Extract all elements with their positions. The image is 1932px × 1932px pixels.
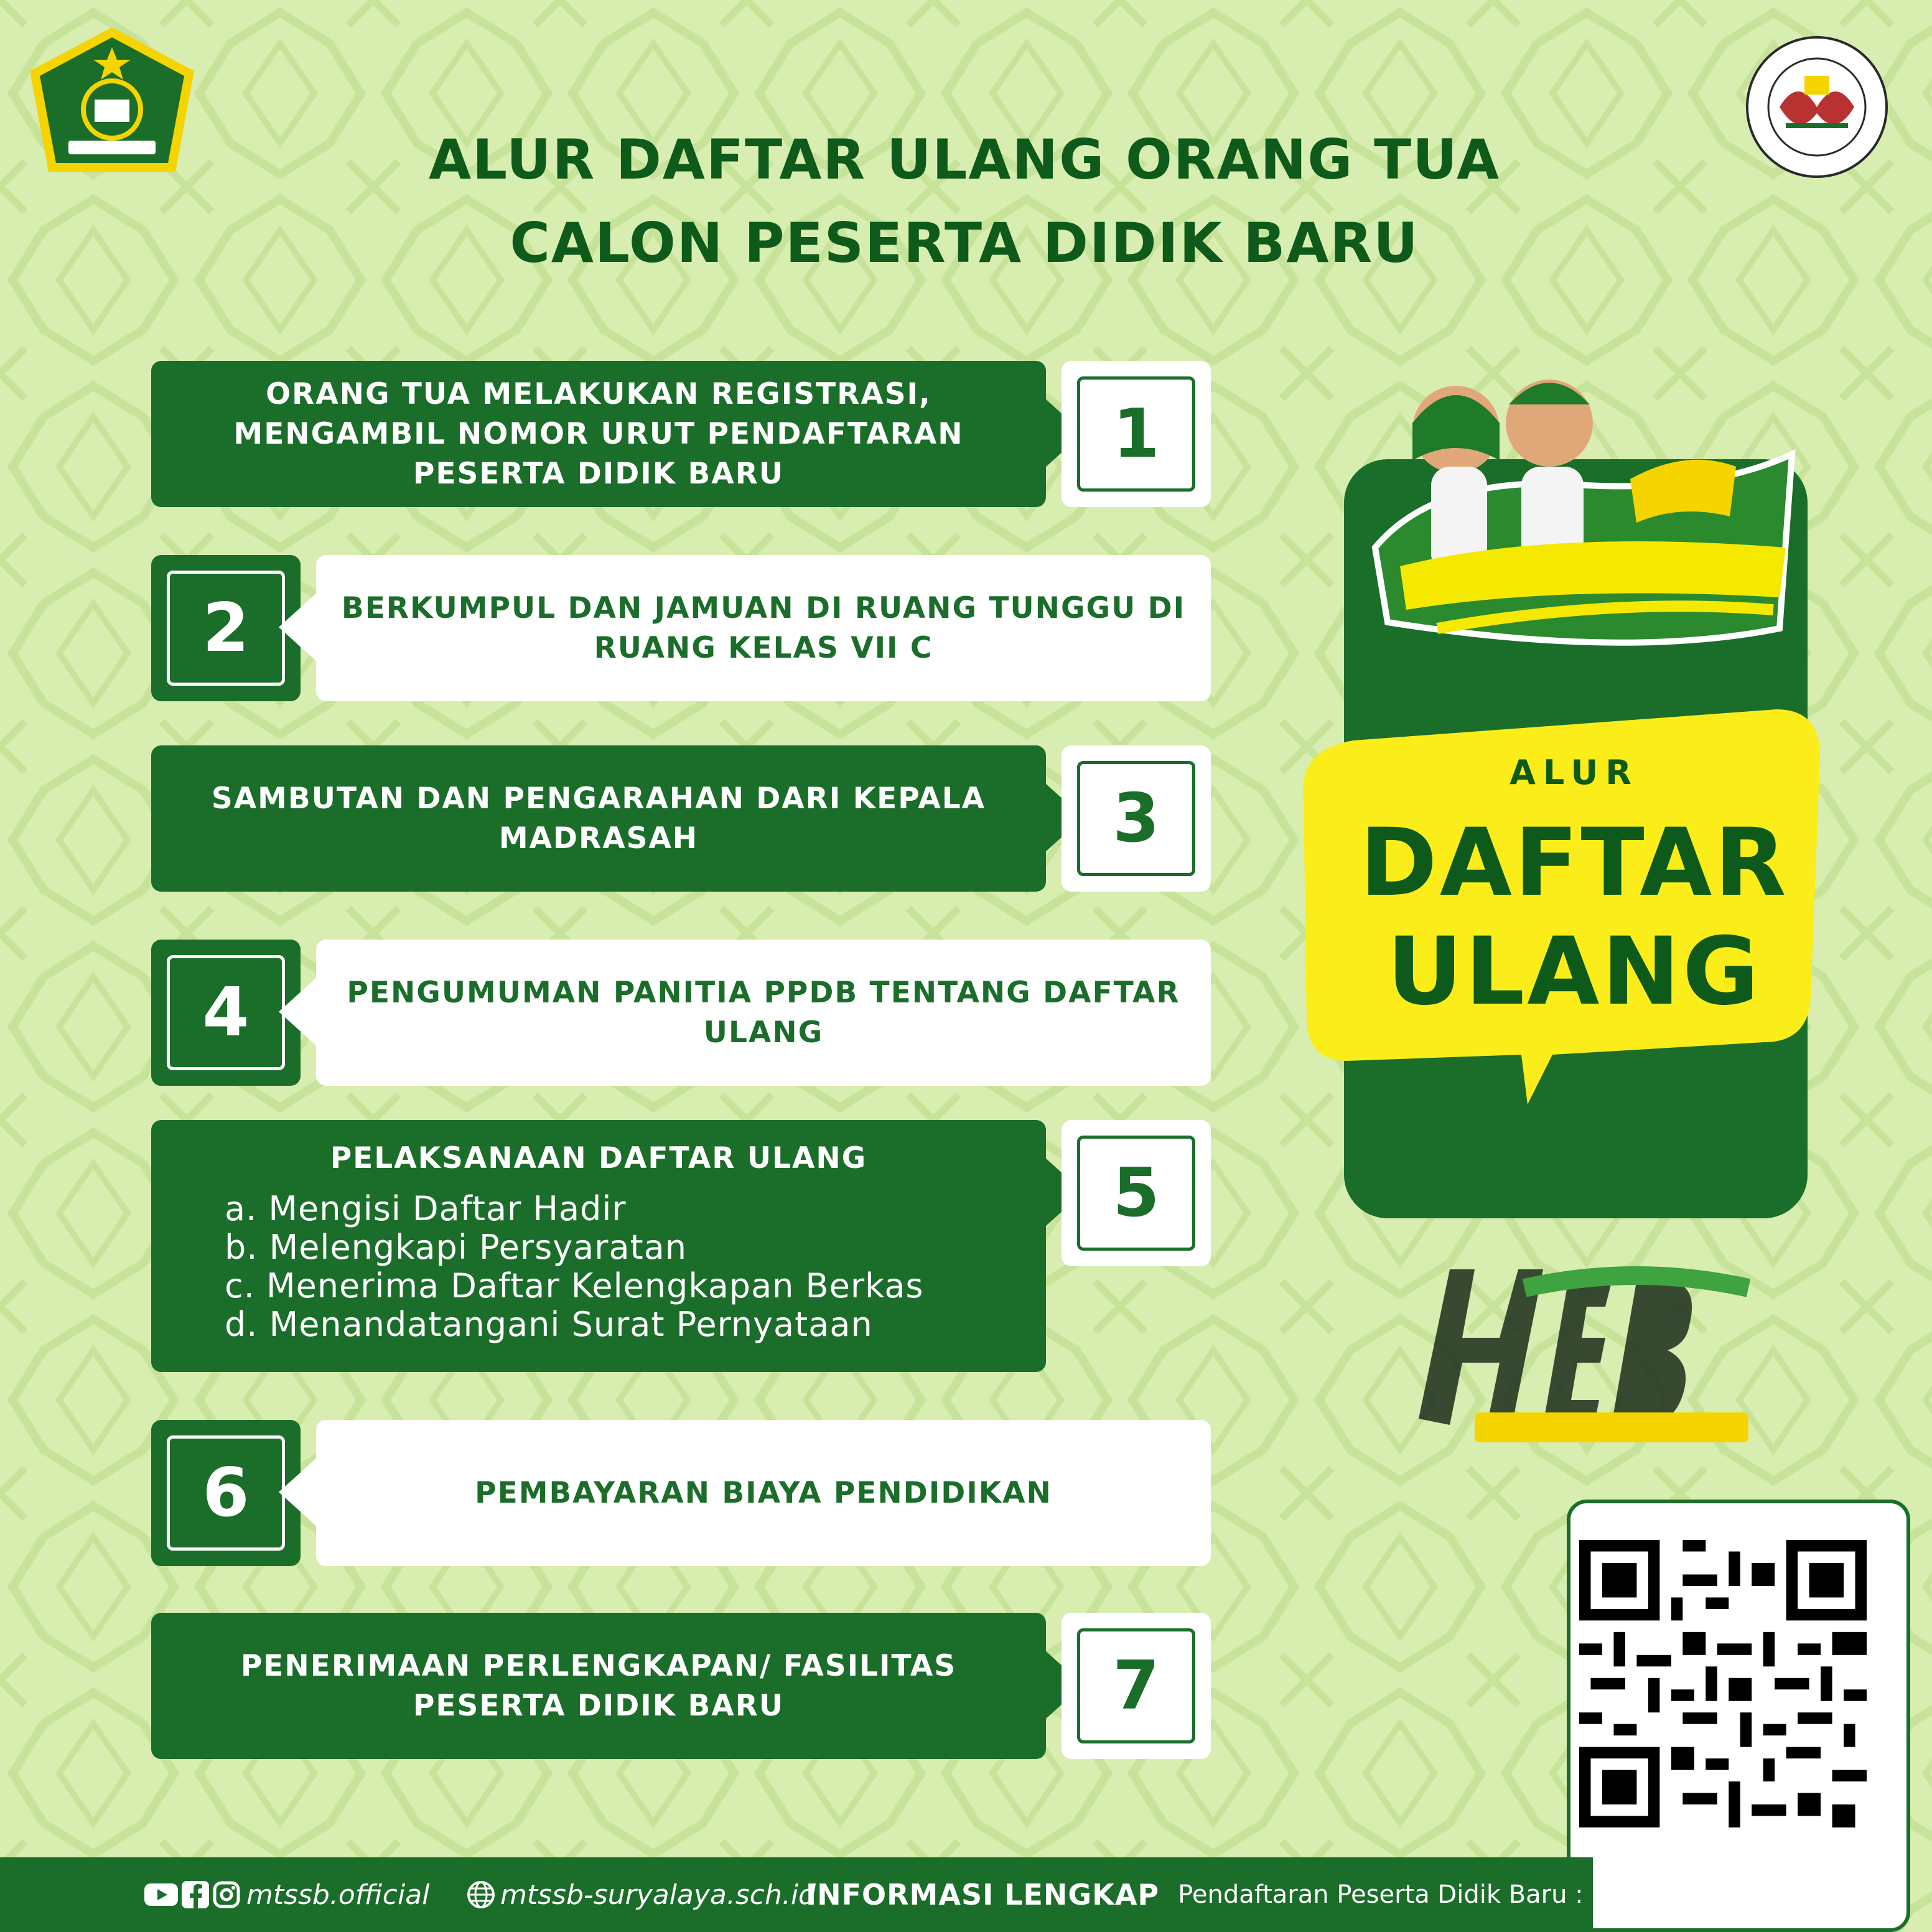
- qr-code[interactable]: [1579, 1540, 1867, 1827]
- step-3: [151, 745, 1211, 892]
- step-1-bar: [151, 361, 1046, 507]
- step-2-arrow: [279, 592, 317, 662]
- globe-icon: [467, 1880, 495, 1909]
- bubble-label-alur: ALUR: [1510, 753, 1639, 792]
- step-2-bar: [316, 555, 1211, 701]
- page-title: [187, 118, 1742, 285]
- step-4-bar: [316, 940, 1211, 1086]
- title-line-1: ALUR DAFTAR ULANG ORANG TUA: [428, 128, 1501, 192]
- website-url[interactable]: mtssb-suryalaya.sch.id: [500, 1878, 816, 1911]
- step-3-bar: [151, 745, 1046, 892]
- step-3-tab: [1062, 745, 1211, 892]
- list-item: a. Mengisi Daftar Hadir: [225, 1189, 627, 1228]
- list-item: c. Menerima Daftar Kelengkapan Berkas: [225, 1266, 924, 1305]
- instagram-icon: [213, 1881, 240, 1908]
- step-6-arrow: [279, 1457, 317, 1527]
- youtube-icon: [144, 1882, 178, 1907]
- step-3-text: SAMBUTAN DAN PENGARAHAN DARI KEPALA MADRASAH: [211, 781, 986, 856]
- step-4-text: PENGUMUMAN PANITIA PPDB TENTANG DAFTAR ULANG: [347, 975, 1180, 1050]
- list-item: b. Melengkapi Persyaratan: [225, 1228, 688, 1267]
- step-1-tab: [1062, 361, 1211, 507]
- ayo-sekolah-madrasah-artwork: [1363, 361, 1798, 684]
- qr-scan-label: Pindai disini: [1596, 1842, 1881, 1891]
- step-6-bar: [316, 1420, 1211, 1566]
- madrasah-hebat-bermartabat-artwork: [1400, 1244, 1761, 1450]
- kemenag-logo: [25, 22, 199, 178]
- step-6-number: 6: [167, 1435, 285, 1551]
- info-heading: INFORMASI LENGKAP: [806, 1878, 1160, 1911]
- step-6: [151, 1420, 1211, 1566]
- step-7: [151, 1613, 1211, 1759]
- title-line-2: CALON PESERTA DIDIK BARU: [510, 211, 1419, 275]
- step-2-text: BERKUMPUL DAN JAMUAN DI RUANG TUNGGU DI RUANG KELAS VII C: [341, 590, 1186, 665]
- social-handle[interactable]: mtssb.official: [246, 1878, 430, 1911]
- yayasan-serba-bakti-logo: [1742, 32, 1892, 182]
- facebook-icon: [182, 1881, 209, 1908]
- step-5: [151, 1120, 1211, 1372]
- step-7-bar: [151, 1613, 1046, 1759]
- step-4-arrow: [279, 977, 317, 1047]
- step-1-number: 1: [1077, 376, 1195, 492]
- bubble-line-1: DAFTAR: [1360, 809, 1789, 917]
- step-6-text: PEMBAYARAN BIAYA PENDIDIKAN: [475, 1475, 1052, 1510]
- footer-info: [806, 1857, 1584, 1932]
- bubble-line-2: ULANG: [1386, 918, 1762, 1026]
- step-2-number: 2: [167, 571, 285, 686]
- step-5-bar: [151, 1120, 1046, 1372]
- step-6-tab: [151, 1420, 301, 1566]
- step-1-text: ORANG TUA MELAKUKAN REGISTRASI, MENGAMBIL NOMOR URUT PENDAFTARAN PESERTA DIDIK BARU: [233, 376, 964, 491]
- step-3-number: 3: [1077, 761, 1195, 876]
- info-subtext: Pendaftaran Peserta Didik Baru :: [1178, 1880, 1584, 1909]
- website: [467, 1857, 816, 1932]
- list-item: d. Menandatangani Surat Pernyataan: [225, 1305, 873, 1344]
- step-4-tab: [151, 940, 301, 1086]
- bubble-heading: [1285, 809, 1864, 1027]
- step-1: [151, 361, 1211, 507]
- step-5-list: [225, 1190, 924, 1344]
- step-2-tab: [151, 555, 301, 701]
- social-accounts: [144, 1857, 429, 1932]
- step-7-text: PENERIMAAN PERLENGKAPAN/ FASILITAS PESERTA DIDIK BARU: [240, 1648, 957, 1723]
- step-5-title: PELAKSANAAN DAFTAR ULANG: [330, 1141, 867, 1175]
- step-7-tab: [1062, 1613, 1211, 1759]
- step-2: [151, 555, 1211, 701]
- step-4-number: 4: [167, 955, 285, 1070]
- step-5-tab: [1062, 1120, 1211, 1266]
- step-4: [151, 940, 1211, 1086]
- step-7-number: 7: [1077, 1628, 1195, 1743]
- step-5-number: 5: [1077, 1136, 1195, 1251]
